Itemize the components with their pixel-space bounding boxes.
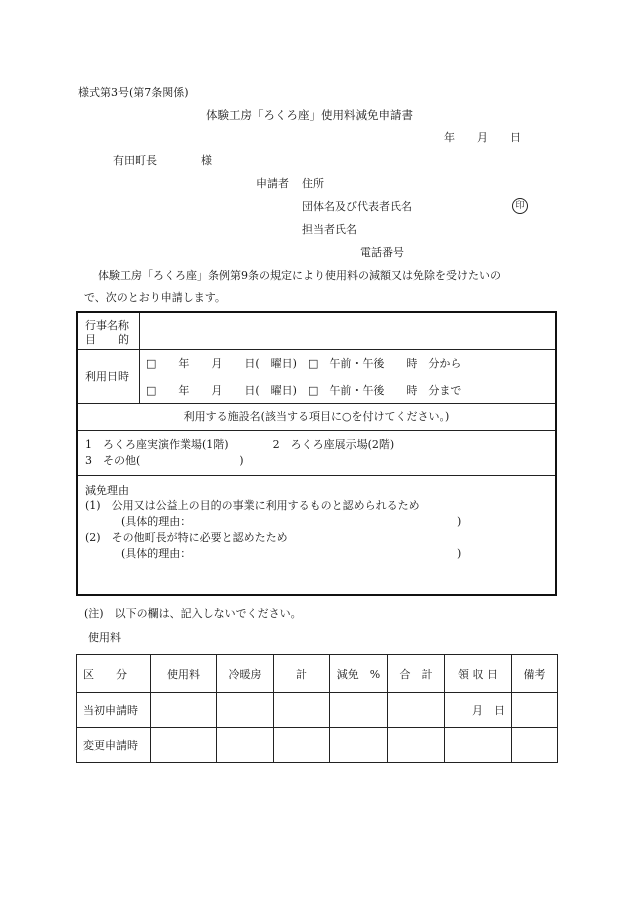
reason-1-detail-label: (具体的理由： bbox=[121, 515, 192, 528]
header-receipt-date: 領 収 日 bbox=[445, 655, 512, 693]
reason-title: 減免理由 bbox=[85, 484, 129, 497]
datetime-to-row[interactable]: □ 年 月 日( 曜日) □ 午前・午後 時 分まで bbox=[146, 384, 462, 397]
row-divider bbox=[78, 475, 555, 476]
contact-person-label: 担当者氏名 bbox=[302, 223, 357, 236]
event-name-label: 行事名称 bbox=[85, 319, 129, 332]
reason-1-detail-close: ) bbox=[457, 515, 462, 528]
org-name-label: 団体名及び代表者氏名 bbox=[302, 200, 412, 213]
fee-table-header-row bbox=[77, 655, 558, 693]
table-cell bbox=[151, 728, 217, 763]
table-cell bbox=[274, 693, 330, 728]
applicant-label: 申請者 bbox=[256, 177, 289, 190]
event-name-field[interactable] bbox=[144, 315, 549, 345]
facility-other-option[interactable]: 3 その他( ) bbox=[85, 454, 244, 467]
table-cell bbox=[512, 728, 558, 763]
form-number: 様式第3号(第7条関係) bbox=[78, 86, 189, 99]
table-cell bbox=[512, 693, 558, 728]
table-row bbox=[77, 728, 558, 763]
address-label: 住所 bbox=[302, 177, 324, 190]
header-total: 合 計 bbox=[388, 655, 445, 693]
table-cell bbox=[151, 693, 217, 728]
header-remarks: 備考 bbox=[512, 655, 558, 693]
table-cell bbox=[274, 728, 330, 763]
intro-text-line1: 体験工房「ろくろ座」条例第9条の規定により使用料の減額又は免除を受けたいの bbox=[98, 269, 501, 282]
row-divider bbox=[78, 349, 555, 350]
seal-mark: 印 bbox=[512, 198, 528, 214]
table-cell bbox=[217, 693, 274, 728]
table-cell bbox=[330, 693, 388, 728]
table-cell bbox=[388, 728, 445, 763]
table-cell bbox=[330, 728, 388, 763]
row-label-change: 変更申請時 bbox=[77, 728, 151, 763]
datetime-label: 利用日時 bbox=[85, 370, 129, 383]
table-cell bbox=[388, 693, 445, 728]
facility-options-line1[interactable]: 1 ろくろ座実演作業場(1階) 2 ろくろ座展示場(2階) bbox=[85, 438, 395, 451]
header-subtotal: 計 bbox=[274, 655, 330, 693]
row-divider bbox=[78, 430, 555, 431]
reason-option-1[interactable]: (1) 公用又は公益上の目的の事業に利用するものと認められるため bbox=[85, 499, 420, 512]
fee-table bbox=[76, 654, 558, 763]
date-line: 年 月 日 bbox=[444, 131, 521, 144]
receipt-date-cell: 月 日 bbox=[445, 693, 512, 728]
reason-option-2[interactable]: (2) その他町長が特に必要と認めたため bbox=[85, 531, 288, 544]
header-reduction-percent: 減免 % bbox=[330, 655, 388, 693]
datetime-from-row[interactable]: □ 年 月 日( 曜日) □ 午前・午後 時 分から bbox=[146, 357, 462, 370]
table-row bbox=[77, 693, 558, 728]
office-use-note: (注) 以下の欄は、記入しないでください。 bbox=[84, 607, 302, 620]
table-cell bbox=[217, 728, 274, 763]
purpose-label: 目 的 bbox=[85, 333, 129, 346]
application-box bbox=[76, 311, 557, 596]
reason-2-detail-label: (具体的理由： bbox=[121, 547, 192, 560]
form-title: 体験工房「ろくろ座」使用料減免申請書 bbox=[206, 108, 413, 122]
label-column-divider bbox=[139, 313, 140, 403]
addressee: 有田町長 様 bbox=[113, 154, 212, 167]
header-usage-fee: 使用料 bbox=[151, 655, 217, 693]
header-category: 区 分 bbox=[77, 655, 151, 693]
row-label-initial: 当初申請時 bbox=[77, 693, 151, 728]
reason-2-detail-close: ) bbox=[457, 547, 462, 560]
header-air-conditioning: 冷暖房 bbox=[217, 655, 274, 693]
fee-section-title: 使用料 bbox=[88, 631, 121, 644]
phone-label: 電話番号 bbox=[360, 246, 404, 259]
facility-header: 利用する施設名(該当する項目に○を付けてください。) bbox=[183, 410, 450, 423]
table-cell bbox=[445, 728, 512, 763]
intro-text-line2: で、次のとおり申請します。 bbox=[84, 291, 226, 304]
row-divider bbox=[78, 403, 555, 404]
